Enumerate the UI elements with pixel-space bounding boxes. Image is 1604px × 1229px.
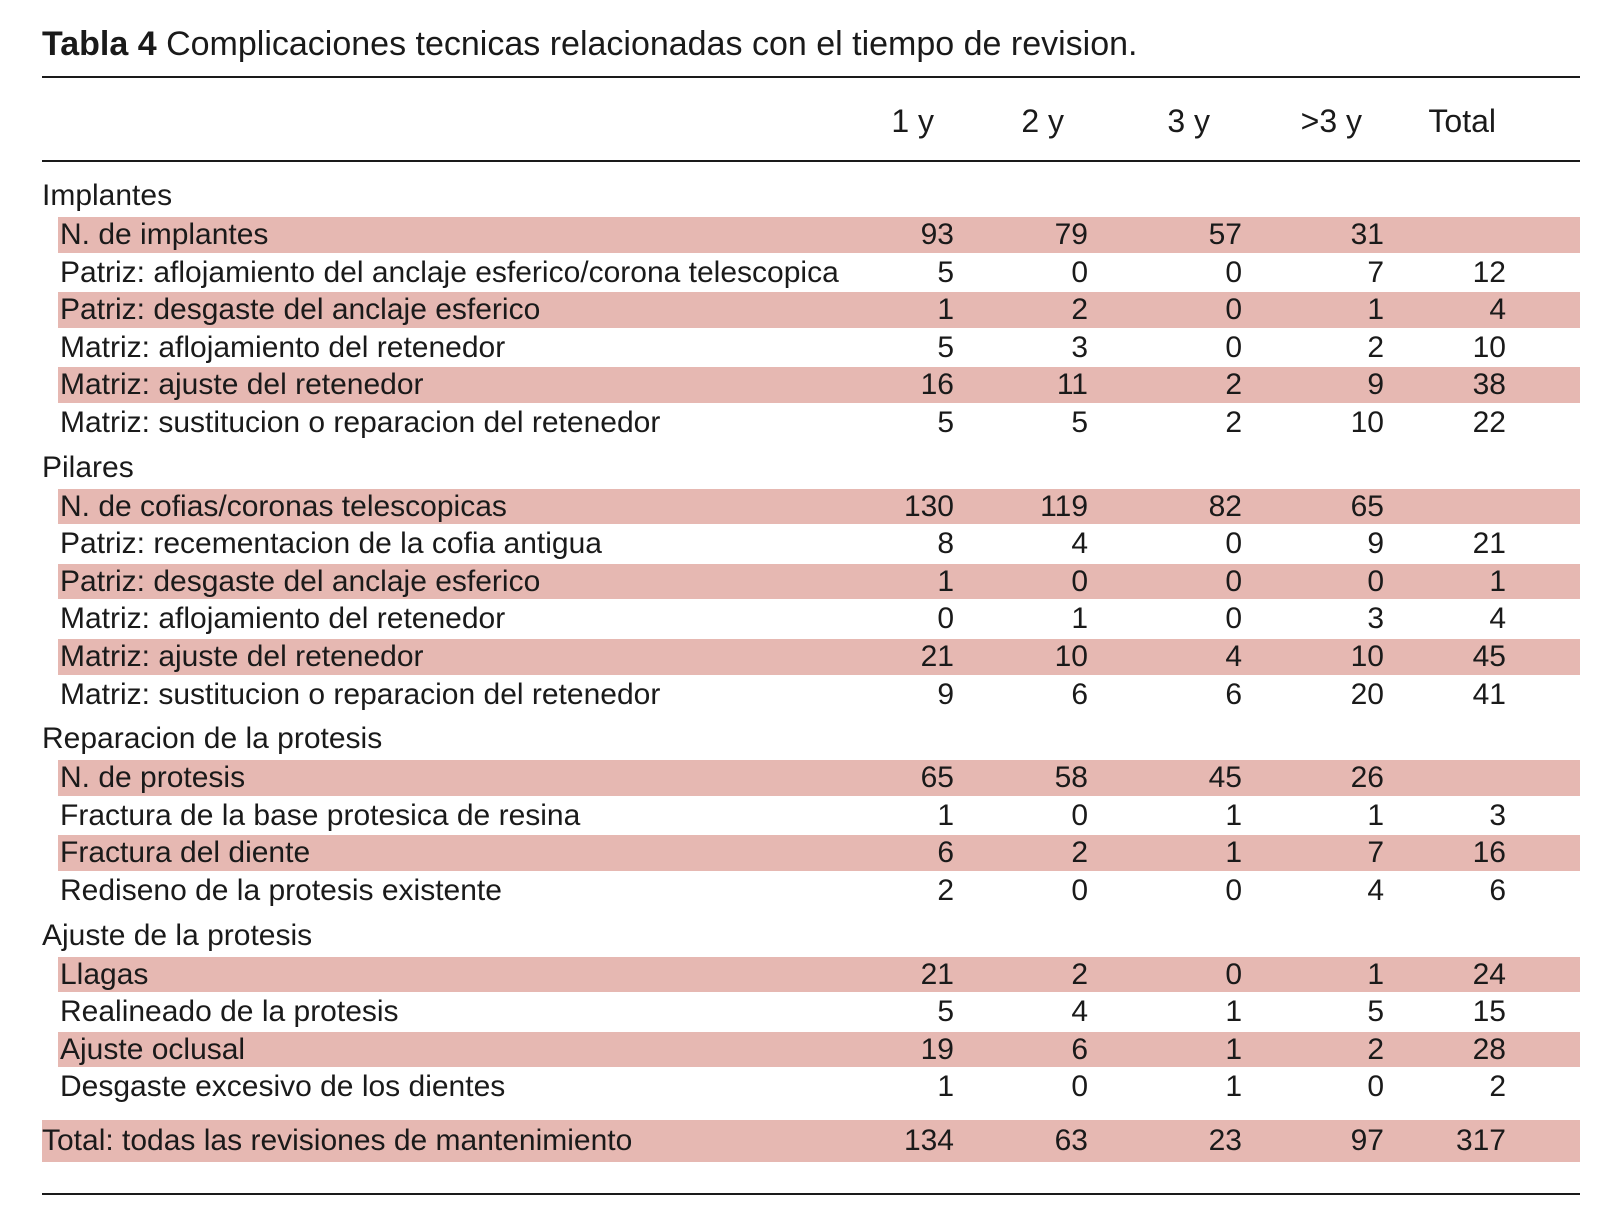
cell-2y: 119 (1040, 489, 1088, 523)
cell-1y: 9 (937, 677, 954, 711)
cell-total: 24 (1472, 957, 1506, 991)
row-label: Patriz: aflojamiento del anclaje esferico/corona telescopica (60, 255, 839, 289)
column-header-2y: 2 y (1021, 103, 1064, 139)
row-shading (58, 1032, 1580, 1068)
row-label: Matriz: aflojamiento del retenedor (60, 330, 506, 364)
row-shading (58, 957, 1580, 993)
table-row (0, 956, 1604, 994)
cell-1y: 5 (937, 405, 954, 439)
cell-1y: 8 (937, 527, 954, 561)
row-label: Rediseno de la protesis existente (60, 873, 502, 907)
cell-2y: 2 (1071, 293, 1088, 327)
cell-over3y: 1 (1367, 957, 1384, 991)
cell-1y: 21 (920, 957, 954, 991)
cell-over3y: 10 (1350, 639, 1384, 673)
cell-2y: 0 (1071, 564, 1088, 598)
cell-1y: 0 (937, 602, 954, 636)
table-caption (42, 18, 1137, 70)
cell-3y: 57 (1208, 218, 1242, 251)
total-cell-3y: 23 (1208, 1123, 1242, 1157)
cell-over3y: 20 (1350, 677, 1384, 711)
row-label: Realineado de la protesis (60, 995, 399, 1029)
cell-1y: 130 (903, 489, 954, 523)
section-title: Ajuste de la protesis (42, 918, 313, 952)
cell-3y: 45 (1208, 761, 1242, 795)
cell-over3y: 31 (1350, 218, 1384, 251)
header-rule (42, 160, 1580, 162)
cell-over3y: 3 (1367, 602, 1384, 636)
cell-over3y: 7 (1367, 836, 1384, 870)
cell-1y: 65 (920, 761, 954, 795)
table-row (0, 993, 1604, 1031)
total-cell-2y: 63 (1054, 1123, 1088, 1157)
cell-over3y: 65 (1350, 489, 1384, 523)
cell-total: 38 (1472, 368, 1506, 402)
table-row (0, 1068, 1604, 1106)
cell-total: 28 (1472, 1032, 1506, 1066)
cell-total: 16 (1472, 836, 1506, 870)
cell-3y: 82 (1208, 489, 1242, 523)
cell-3y: 0 (1225, 293, 1242, 327)
table-row (0, 366, 1604, 404)
table-row (0, 676, 1604, 714)
cell-over3y: 9 (1367, 368, 1384, 402)
cell-1y: 19 (920, 1032, 954, 1066)
row-label: Matriz: ajuste del retenedor (60, 368, 424, 402)
cell-3y: 0 (1225, 602, 1242, 636)
row-label: Matriz: sustitucion o reparacion del retenedor (60, 677, 661, 711)
cell-2y: 1 (1071, 602, 1088, 636)
top-rule (42, 76, 1580, 78)
cell-2y: 0 (1071, 798, 1088, 832)
row-label: Matriz: aflojamiento del retenedor (60, 602, 506, 636)
cell-2y: 79 (1054, 218, 1088, 251)
table-body (0, 176, 1604, 1164)
row-label: Patriz: desgaste del anclaje esferico (60, 293, 541, 327)
column-header-row (0, 96, 1604, 146)
column-header-over3y: >3 y (1300, 103, 1362, 139)
cell-total: 4 (1489, 293, 1506, 327)
cell-total: 15 (1472, 995, 1506, 1029)
table-row (0, 404, 1604, 442)
cell-1y: 5 (937, 255, 954, 289)
cell-2y: 58 (1054, 761, 1088, 795)
cell-over3y: 0 (1367, 1070, 1384, 1104)
bottom-rule (42, 1193, 1580, 1195)
cell-1y: 1 (937, 798, 954, 832)
cell-3y: 2 (1225, 368, 1242, 402)
section-header (0, 176, 1604, 216)
row-label: Ajuste oclusal (60, 1032, 246, 1066)
table-row (0, 563, 1604, 601)
cell-1y: 2 (937, 873, 954, 907)
cell-1y: 1 (937, 1070, 954, 1104)
row-label: Desgaste excesivo de los dientes (60, 1070, 506, 1104)
cell-total: 2 (1489, 1070, 1506, 1104)
row-label: N. de implantes (60, 218, 269, 251)
total-row-label: Total: todas las revisiones de mantenimiento (42, 1123, 633, 1157)
cell-3y: 1 (1225, 1032, 1242, 1066)
cell-total: 3 (1489, 798, 1506, 832)
cell-3y: 4 (1225, 639, 1242, 673)
cell-total: 21 (1472, 527, 1506, 561)
cell-total: 1 (1489, 564, 1506, 598)
table-row (0, 797, 1604, 835)
column-header-total: Total (1428, 103, 1496, 139)
row-label: Fractura del diente (60, 836, 311, 870)
cell-over3y: 9 (1367, 527, 1384, 561)
table-row (0, 638, 1604, 676)
row-label: N. de cofias/coronas telescopicas (60, 489, 507, 523)
cell-over3y: 26 (1350, 761, 1384, 795)
cell-over3y: 10 (1350, 405, 1384, 439)
section-header (0, 448, 1604, 488)
cell-total: 4 (1489, 602, 1506, 636)
cell-1y: 93 (920, 218, 954, 251)
section-header (0, 916, 1604, 956)
cell-2y: 5 (1071, 405, 1088, 439)
cell-over3y: 2 (1367, 330, 1384, 364)
cell-over3y: 5 (1367, 995, 1384, 1029)
column-header-3y: 3 y (1167, 103, 1210, 139)
total-row (0, 1118, 1604, 1164)
cell-total: 12 (1472, 255, 1506, 289)
cell-2y: 0 (1071, 873, 1088, 907)
cell-3y: 0 (1225, 957, 1242, 991)
cell-2y: 3 (1071, 330, 1088, 364)
cell-1y: 1 (937, 293, 954, 327)
row-label: N. de protesis (60, 761, 246, 795)
cell-3y: 0 (1225, 873, 1242, 907)
cell-total: 45 (1472, 639, 1506, 673)
cell-3y: 2 (1225, 405, 1242, 439)
table-row (0, 488, 1604, 526)
section-title: Reparacion de la protesis (42, 722, 383, 756)
caption-label: Tabla 4 (42, 25, 157, 63)
cell-3y: 1 (1225, 995, 1242, 1029)
cell-over3y: 0 (1367, 564, 1384, 598)
cell-3y: 0 (1225, 255, 1242, 289)
row-label: Fractura de la base protesica de resina (60, 798, 581, 832)
row-label: Matriz: ajuste del retenedor (60, 639, 424, 673)
cell-1y: 21 (920, 639, 954, 673)
cell-2y: 2 (1071, 836, 1088, 870)
cell-over3y: 7 (1367, 255, 1384, 289)
table-row (0, 525, 1604, 563)
cell-2y: 0 (1071, 1070, 1088, 1104)
cell-3y: 0 (1225, 527, 1242, 561)
table-row (0, 600, 1604, 638)
cell-3y: 0 (1225, 564, 1242, 598)
cell-3y: 1 (1225, 836, 1242, 870)
row-label: Matriz: sustitucion o reparacion del retenedor (60, 405, 661, 439)
cell-total: 41 (1472, 677, 1506, 711)
cell-over3y: 1 (1367, 798, 1384, 832)
table-row (0, 216, 1604, 254)
total-cell-over3y: 97 (1350, 1123, 1384, 1157)
cell-2y: 6 (1071, 1032, 1088, 1066)
cell-over3y: 2 (1367, 1032, 1384, 1066)
cell-3y: 1 (1225, 798, 1242, 832)
cell-3y: 0 (1225, 330, 1242, 364)
cell-over3y: 4 (1367, 873, 1384, 907)
total-cell-1y: 134 (903, 1123, 954, 1157)
table-row (0, 254, 1604, 292)
cell-2y: 2 (1071, 957, 1088, 991)
table-row (0, 291, 1604, 329)
table-row (0, 872, 1604, 910)
cell-3y: 1 (1225, 1070, 1242, 1104)
cell-1y: 6 (937, 836, 954, 870)
section-title: Implantes (42, 179, 173, 212)
section-header (0, 719, 1604, 759)
cell-1y: 16 (920, 368, 954, 402)
row-label: Patriz: recementacion de la cofia antigua (60, 527, 602, 561)
cell-total: 6 (1489, 873, 1506, 907)
cell-1y: 5 (937, 995, 954, 1029)
row-label: Llagas (60, 957, 149, 991)
column-header-1y: 1 y (891, 103, 934, 139)
cell-2y: 11 (1056, 368, 1088, 402)
table-row (0, 329, 1604, 367)
cell-2y: 4 (1071, 527, 1088, 561)
cell-total: 22 (1472, 405, 1506, 439)
total-cell-total: 317 (1455, 1123, 1506, 1157)
row-label: Patriz: desgaste del anclaje esferico (60, 564, 541, 598)
table-row (0, 759, 1604, 797)
cell-1y: 1 (937, 564, 954, 598)
cell-3y: 6 (1225, 677, 1242, 711)
caption-text: Complicaciones tecnicas relacionadas con el tiempo de revision. (166, 25, 1138, 63)
cell-2y: 6 (1071, 677, 1088, 711)
cell-total: 10 (1472, 330, 1506, 364)
section-title: Pilares (42, 450, 134, 484)
table-row (0, 1031, 1604, 1069)
cell-over3y: 1 (1367, 293, 1384, 327)
table-row (0, 834, 1604, 872)
cell-2y: 0 (1071, 255, 1088, 289)
cell-1y: 5 (937, 330, 954, 364)
cell-2y: 4 (1071, 995, 1088, 1029)
cell-2y: 10 (1054, 639, 1088, 673)
